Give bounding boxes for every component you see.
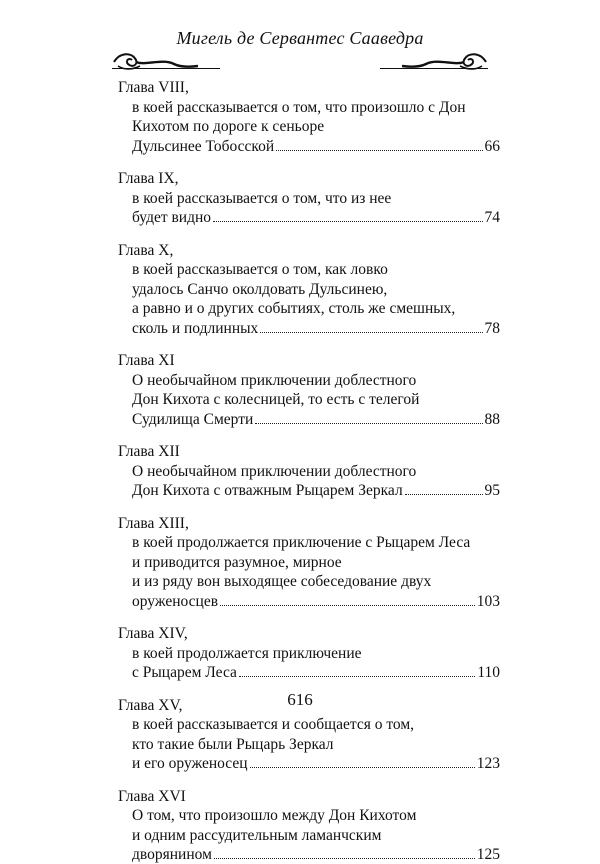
toc-page-number: 123 xyxy=(476,755,500,772)
toc-page-number: 74 xyxy=(484,209,500,226)
chapter-description-line: О том, что произошло между Дон Кихотом xyxy=(132,807,417,824)
dot-leader xyxy=(213,209,482,222)
chapter-heading: Глава IX, xyxy=(118,170,179,187)
chapter-final-line xyxy=(132,663,500,682)
chapter-description-line: в коей продолжается приключение xyxy=(132,644,362,662)
chapter-description-line: сколь и подлинных xyxy=(132,319,259,337)
chapter-heading: Глава Х, xyxy=(118,241,174,259)
toc-page-number: 103 xyxy=(476,592,500,610)
dot-leader xyxy=(220,593,475,606)
chapter-description-line: и одним рассудительным ламанчским xyxy=(132,826,382,844)
toc-page-number: 95 xyxy=(484,482,500,499)
toc-page-number: 66 xyxy=(484,137,500,155)
dot-leader xyxy=(255,411,482,424)
chapter-final-line xyxy=(132,845,500,864)
chapter-description-line: удалось Санчо околдовать Дульсинею, xyxy=(132,280,388,298)
chapter-description-line: Дульсинее Тобосской xyxy=(132,137,275,155)
running-header xyxy=(0,22,600,72)
chapter-final-line xyxy=(132,592,500,611)
chapter-description-line: Дон Кихота с колесницей, то есть с телегой xyxy=(132,391,420,408)
chapter-description-line: кто такие были Рыцарь Зеркал xyxy=(132,735,334,753)
chapter-description-line: в коей продолжается приключение с Рыцарем Леса xyxy=(132,534,471,551)
toc-page-number: 125 xyxy=(476,846,500,863)
chapter-heading: Глава XII xyxy=(118,443,180,460)
chapter-heading: Глава XV, xyxy=(118,696,183,714)
chapter-final-line xyxy=(132,137,500,156)
toc-page-number: 78 xyxy=(484,319,500,337)
toc-page-number: 110 xyxy=(477,664,500,681)
chapter-description-line: О необычайном приключении доблестного xyxy=(132,371,417,389)
chapter-description-line: дворянином xyxy=(132,846,212,863)
dot-leader xyxy=(405,482,483,495)
right-flourish-ornament xyxy=(400,22,490,72)
dot-leader xyxy=(276,138,482,151)
chapter-description-line: Дон Кихота с отважным Рыцарем Зеркал xyxy=(132,482,403,499)
chapter-description-line: будет видно xyxy=(132,209,212,226)
chapter-description-line: О необычайном приключении доблестного xyxy=(132,462,417,480)
chapter-heading: Глава XI xyxy=(118,352,175,369)
chapter-description-line: оруженосцев xyxy=(132,592,219,610)
page-number: 616 xyxy=(287,690,313,709)
chapter-description-line: Судилища Смерти xyxy=(132,410,254,428)
chapter-final-line xyxy=(132,208,500,227)
chapter-final-line xyxy=(132,410,500,429)
chapter-description-line: в коей рассказывается о том, что произошло с Дон xyxy=(132,98,466,116)
dot-leader xyxy=(239,664,475,677)
chapter-heading: Глава VIII, xyxy=(118,79,189,96)
chapter-description-line: в коей рассказывается о том, что из нее xyxy=(132,189,392,207)
chapter-description-line: в коей рассказывается о том, как ловко xyxy=(132,261,388,278)
dot-leader xyxy=(214,846,475,859)
chapter-description-line: в коей рассказывается и сообщается о том, xyxy=(132,716,415,733)
dot-leader xyxy=(260,320,482,333)
chapter-final-line xyxy=(132,481,500,500)
chapter-description-line: и приводится разумное, мирное xyxy=(132,553,342,571)
chapter-description-line: и его оруженосец xyxy=(132,755,248,772)
chapter-final-line xyxy=(132,754,500,773)
header-title: Мигель де Сервантес Сааведра xyxy=(176,28,424,48)
chapter-description-line: а равно и о других событиях, столь же смешных, xyxy=(132,300,456,317)
chapter-description-line: Кихотом по дороге к сеньоре xyxy=(132,118,325,135)
chapter-description-line: и из ряду вон выходящее собеседование двух xyxy=(132,573,432,590)
chapter-heading: Глава XIV, xyxy=(118,625,188,642)
chapter-heading: Глава XVI xyxy=(118,787,186,805)
chapter-final-line xyxy=(132,319,500,338)
chapter-description-line: с Рыцарем Леса xyxy=(132,664,237,681)
chapter-heading: Глава XIII, xyxy=(118,514,189,532)
toc-page-number: 88 xyxy=(484,410,500,428)
dot-leader xyxy=(250,755,475,768)
header-rule-left xyxy=(112,68,220,69)
